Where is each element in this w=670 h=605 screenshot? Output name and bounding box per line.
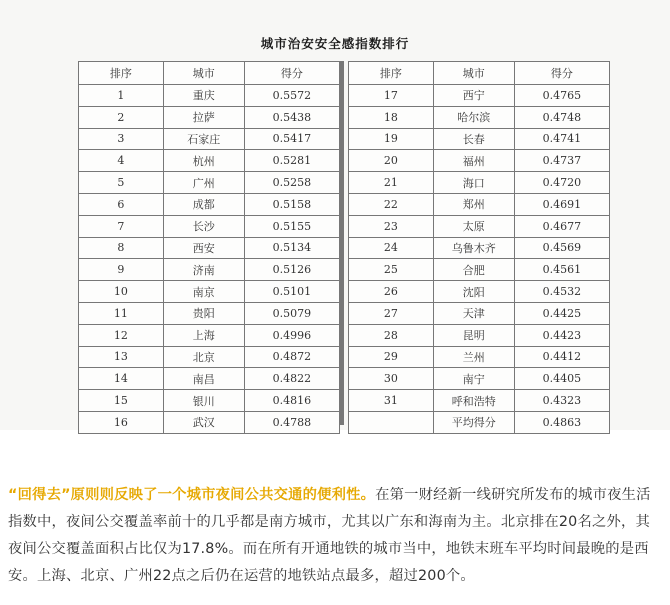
score-cell: 0.4691 — [514, 193, 609, 215]
city-cell: 哈尔滨 — [433, 106, 514, 128]
header-city: 城市 — [433, 62, 514, 85]
rank-cell: 21 — [348, 172, 433, 194]
rank-cell: 4 — [79, 150, 164, 172]
city-cell: 银川 — [163, 390, 244, 412]
score-cell: 0.5101 — [244, 281, 339, 303]
score-cell: 0.4816 — [244, 390, 339, 412]
table-row — [348, 259, 609, 281]
city-cell: 平均得分 — [433, 411, 514, 433]
city-cell: 西安 — [163, 237, 244, 259]
city-cell: 西宁 — [433, 85, 514, 107]
table-row — [348, 172, 609, 194]
table-row — [79, 172, 340, 194]
table-row — [79, 390, 340, 412]
score-cell: 0.4405 — [514, 368, 609, 390]
rank-cell: 6 — [79, 193, 164, 215]
article-highlight: “回得去”原则则反映了一个城市夜间公共交通的便利性。 — [8, 487, 376, 503]
score-cell: 0.4872 — [244, 346, 339, 368]
rank-cell: 23 — [348, 215, 433, 237]
score-cell: 0.4677 — [514, 215, 609, 237]
city-cell: 济南 — [163, 259, 244, 281]
city-cell: 乌鲁木齐 — [433, 237, 514, 259]
table-row — [79, 368, 340, 390]
city-cell: 杭州 — [163, 150, 244, 172]
table-row — [348, 106, 609, 128]
table-row — [79, 324, 340, 346]
header-rank: 排序 — [79, 62, 164, 85]
city-cell: 福州 — [433, 150, 514, 172]
rank-cell: 29 — [348, 346, 433, 368]
table-row — [79, 259, 340, 281]
rank-cell: 7 — [79, 215, 164, 237]
table-divider — [340, 61, 344, 425]
rank-cell — [348, 411, 433, 433]
table-row — [348, 193, 609, 215]
city-cell: 广州 — [163, 172, 244, 194]
city-cell: 长沙 — [163, 215, 244, 237]
rank-cell: 25 — [348, 259, 433, 281]
ranking-table-right — [348, 61, 610, 434]
ranking-table-left — [78, 61, 340, 434]
city-cell: 太原 — [433, 215, 514, 237]
rank-cell: 8 — [79, 237, 164, 259]
table-row — [79, 302, 340, 324]
rank-cell: 28 — [348, 324, 433, 346]
city-cell: 拉萨 — [163, 106, 244, 128]
table-row — [348, 215, 609, 237]
score-cell: 0.5417 — [244, 128, 339, 150]
header-score: 得分 — [244, 62, 339, 85]
score-cell: 0.5134 — [244, 237, 339, 259]
score-cell: 0.5158 — [244, 193, 339, 215]
table-row — [79, 106, 340, 128]
table-header-row — [79, 62, 340, 85]
score-cell: 0.4412 — [514, 346, 609, 368]
score-cell: 0.4423 — [514, 324, 609, 346]
table-row — [79, 128, 340, 150]
score-cell: 0.4748 — [514, 106, 609, 128]
rank-cell: 9 — [79, 259, 164, 281]
header-score: 得分 — [514, 62, 609, 85]
table-row — [348, 324, 609, 346]
rank-cell: 12 — [79, 324, 164, 346]
rank-cell: 2 — [79, 106, 164, 128]
city-cell: 兰州 — [433, 346, 514, 368]
rank-cell: 10 — [79, 281, 164, 303]
table-title: 城市治安安全感指数排行 — [260, 36, 410, 51]
score-cell: 0.5258 — [244, 172, 339, 194]
table-row — [348, 346, 609, 368]
city-cell: 重庆 — [163, 85, 244, 107]
rank-cell: 16 — [79, 411, 164, 433]
article-paragraph — [8, 482, 663, 590]
table-row — [79, 237, 340, 259]
city-cell: 沈阳 — [433, 281, 514, 303]
table-row — [79, 411, 340, 433]
city-cell: 天津 — [433, 302, 514, 324]
city-cell: 海口 — [433, 172, 514, 194]
article-body: 在第一财经新一线研究所发布的城市夜生活指数中，夜间公交覆盖率前十的几乎都是南方城市，尤其以广东和海南为主。北京排在20名之外，其夜间公交覆盖面积占比仅为17.8%。而在所有开通地铁的城市当中，地铁末班车平均时间最晚的是西安。上海、北京、广州22点之后仍在运营的地铁站点最多，超过200个。 — [8, 487, 651, 584]
score-cell: 0.4425 — [514, 302, 609, 324]
score-cell: 0.4863 — [514, 411, 609, 433]
header-city: 城市 — [163, 62, 244, 85]
score-cell: 0.4561 — [514, 259, 609, 281]
table-row — [348, 368, 609, 390]
rank-cell: 24 — [348, 237, 433, 259]
score-cell: 0.5572 — [244, 85, 339, 107]
rank-cell: 14 — [79, 368, 164, 390]
table-row — [348, 85, 609, 107]
city-cell: 贵阳 — [163, 302, 244, 324]
score-cell: 0.5155 — [244, 215, 339, 237]
table-row — [348, 150, 609, 172]
city-cell: 呼和浩特 — [433, 390, 514, 412]
score-cell: 0.5079 — [244, 302, 339, 324]
city-cell: 武汉 — [163, 411, 244, 433]
rank-cell: 26 — [348, 281, 433, 303]
score-cell: 0.4996 — [244, 324, 339, 346]
table-row — [79, 85, 340, 107]
score-cell: 0.4569 — [514, 237, 609, 259]
table-row — [348, 281, 609, 303]
score-cell: 0.5281 — [244, 150, 339, 172]
score-cell: 0.4323 — [514, 390, 609, 412]
rank-cell: 27 — [348, 302, 433, 324]
rank-cell: 11 — [79, 302, 164, 324]
city-cell: 南昌 — [163, 368, 244, 390]
city-cell: 成都 — [163, 193, 244, 215]
rank-cell: 31 — [348, 390, 433, 412]
city-cell: 合肥 — [433, 259, 514, 281]
city-cell: 南宁 — [433, 368, 514, 390]
rank-cell: 17 — [348, 85, 433, 107]
table-row — [79, 215, 340, 237]
city-cell: 南京 — [163, 281, 244, 303]
table-row — [79, 193, 340, 215]
table-row — [348, 237, 609, 259]
city-cell: 郑州 — [433, 193, 514, 215]
table-row — [348, 302, 609, 324]
score-cell: 0.4765 — [514, 85, 609, 107]
rank-cell: 22 — [348, 193, 433, 215]
table-header-row — [348, 62, 609, 85]
ranking-tables — [78, 61, 610, 430]
rank-cell: 13 — [79, 346, 164, 368]
rank-cell: 19 — [348, 128, 433, 150]
city-cell: 长春 — [433, 128, 514, 150]
score-cell: 0.4741 — [514, 128, 609, 150]
table-row — [79, 150, 340, 172]
rank-cell: 1 — [79, 85, 164, 107]
score-cell: 0.4532 — [514, 281, 609, 303]
score-cell: 0.4720 — [514, 172, 609, 194]
score-cell: 0.4737 — [514, 150, 609, 172]
table-row — [348, 390, 609, 412]
rank-cell: 18 — [348, 106, 433, 128]
rank-cell: 3 — [79, 128, 164, 150]
city-cell: 北京 — [163, 346, 244, 368]
table-row — [348, 128, 609, 150]
table-row — [79, 281, 340, 303]
score-cell: 0.5438 — [244, 106, 339, 128]
header-rank: 排序 — [348, 62, 433, 85]
table-row — [348, 411, 609, 433]
score-cell: 0.4788 — [244, 411, 339, 433]
score-cell: 0.5126 — [244, 259, 339, 281]
rank-cell: 20 — [348, 150, 433, 172]
table-row — [79, 346, 340, 368]
city-cell: 上海 — [163, 324, 244, 346]
rank-cell: 15 — [79, 390, 164, 412]
score-cell: 0.4822 — [244, 368, 339, 390]
city-cell: 石家庄 — [163, 128, 244, 150]
rank-cell: 30 — [348, 368, 433, 390]
rank-cell: 5 — [79, 172, 164, 194]
city-cell: 昆明 — [433, 324, 514, 346]
